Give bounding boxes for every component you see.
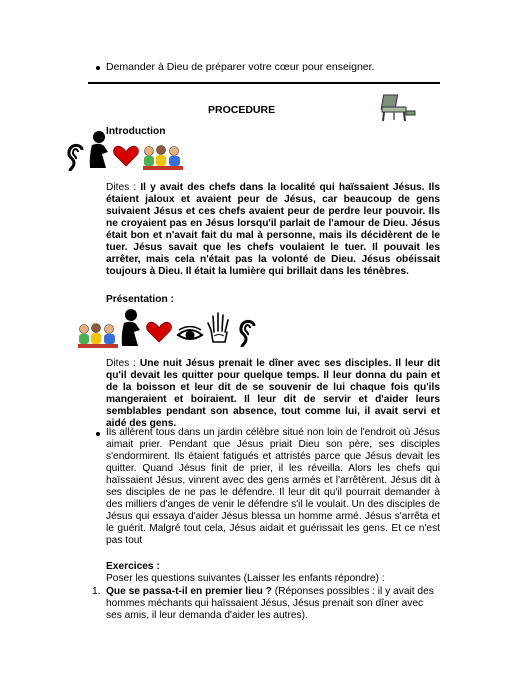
eye-icon — [176, 326, 204, 342]
horizontal-rule — [88, 82, 440, 84]
chair-icon — [378, 93, 418, 123]
exercices-intro: Poser les questions suivantes (Laisser les enfants répondre) : — [106, 573, 385, 584]
presentation-bullet-text: Ils allèrent tous dans un jardin célèbre situé non loin de l'endroit où Jésus aimait prier. Pendant que Jésus priait Dieu son père, ses disciples s'endormirent. Ils étaient fatigués et attristés parce que Jésus devait les quitter. Quand Jésus finit de prier, il les réveilla. Alors les chefs qui haïssaient Jésus, vinrent avec des gens armés et l'arrêtèrent. Jésus dit à ses disciples de ne pas le défendre. Il leur dit qu'il pourrait demander à des milliers d'anges de venir le défendre s'il le voulait. Un des disciples de Jésus qui essaya d'aider Jésus blessa un homme armé. Jésus s'arrêta et le guérit. Malgré tout cela, Jésus aidait et guérissait les gens. Et ce n'est pas tout — [106, 427, 440, 546]
presentation-text: Une nuit Jésus prenait le dîner avec ses disciples. Il leur dit qu'il devait les quitter pour quelque temps. Il leur donna du pain et de la boisson et leur dit de se souvenir de lui chaque fois qu'ils mangeraient et boiraient. Il leur dit de servir et d'aider leurs semblables pendant son absence, tout comme lui, il avait servi et aidé des gens. — [106, 358, 440, 429]
procedure-title: PROCEDURE — [208, 104, 276, 116]
heart-icon — [113, 145, 139, 167]
question-number: 1. — [92, 586, 101, 597]
ear-icon — [64, 142, 88, 174]
presentation-heading: Présentation : — [106, 294, 174, 305]
hand-icon — [205, 310, 233, 344]
preparation-bullet-text: Demander à Dieu de préparer votre cœur pour enseigner. — [106, 61, 375, 73]
praying-child-icon — [88, 130, 114, 170]
question-1 — [106, 586, 440, 622]
praying-child-icon — [120, 308, 146, 348]
dites-label: Dites : — [106, 358, 140, 369]
bullet-dot — [96, 432, 100, 436]
exercices-heading: Exercices : — [106, 561, 160, 572]
children-group-icon — [76, 323, 120, 349]
children-group-icon — [141, 145, 185, 171]
question-1-answer: (Réponses possibles : il y avait des hommes méchants qui haïssaient Jésus, Jésus prenait son dîner avec ses amis, il leur demanda d'aider les autres). — [106, 586, 434, 621]
ear-icon — [236, 318, 260, 350]
bullet-dot — [96, 66, 100, 70]
question-1-text: Que se passa-t-il en premier lieu ? — [106, 586, 272, 597]
presentation-paragraph — [106, 358, 440, 430]
introduction-paragraph — [106, 182, 440, 278]
introduction-text: Il y avait des chefs dans la localité qui haïssaient Jésus. Ils étaient jaloux et avaient peur de Jésus, car beaucoup de gens suivaient Jésus et ces chefs avaient peur de perdre leur pouvoir. Ils ne croyaient pas en Jésus lorsqu'il parlait de l'amour de Dieu. Jésus était bon et n'avait fait du mal à personne, mais ils décidèrent de le tuer. Jésus savait que les chefs voulaient le tuer. Il pouvait les arrêter, mais cela n'était pas la volonté de Dieu. Jésus obéissait toujours à Dieu. Il était la lumière qui brillait dans les ténèbres. — [106, 182, 441, 277]
dites-label: Dites : — [106, 182, 141, 193]
heart-icon — [146, 321, 172, 343]
introduction-heading: Introduction — [106, 126, 166, 137]
